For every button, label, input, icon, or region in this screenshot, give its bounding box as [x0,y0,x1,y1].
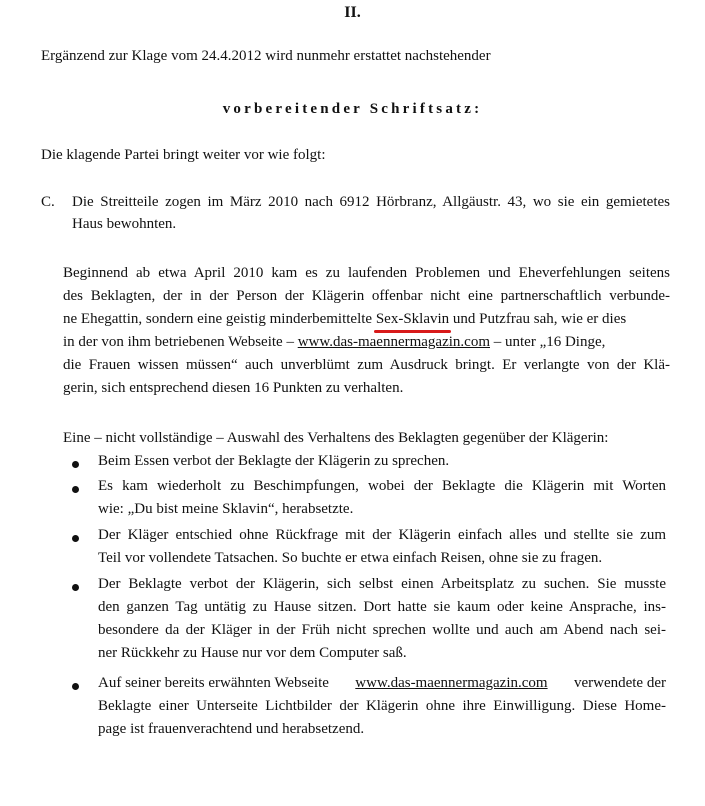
para1-line-5: die Frauen wissen müssen“ auch unverblümt zum Ausdruck bringt. Er verlangte von der Klä- [63,357,670,373]
bullet-4-line-3: besondere da der Kläger in der Früh nicht sprechen wollte und auch am Abend nach sei- [98,622,666,638]
bullet-dot [72,683,79,690]
para1-line-4-after: – unter „16 Dinge, [493,334,606,350]
bullet-5-line-1 [98,674,666,692]
point-c-line-1: Die Streitteile zogen im März 2010 nach 6912 Hörbranz, Allgäustr. 43, wo sie ein gemietetes [72,194,670,210]
doc-type-heading: vorbereitender Schriftsatz: [222,101,483,117]
bullet-dot [72,461,79,468]
para1-line-2: des Beklagten, der in der Person der Klägerin offenbar nicht eine partnerschaftlich verbunde- [63,288,670,304]
bullet-4-line-4: ner Rückkehr zu Hause nur vor dem Computer saß. [98,645,407,661]
highlighted-term: Sex-Sklavin [375,311,450,327]
bullet-3-line-1: Der Kläger entschied ohne Rückfrage mit der Klägerin einfach alles und stellte sie zum [98,527,666,543]
list-intro: Eine – nicht vollständige – Auswahl des Verhaltens des Beklagten gegenüber der Klägerin: [63,430,609,446]
para1-line-4 [63,333,605,351]
point-c-line-2: Haus bewohnten. [72,216,177,232]
bullet-5-line-1-before: Auf seiner bereits erwähnten Webseite [98,675,329,691]
bullet-dot [72,486,79,493]
bullet-4-line-1: Der Beklagte verbot der Klägerin, sich selbst einen Arbeitsplatz zu suchen. Sie musste [98,576,666,592]
para1-line-6: gerin, sich entsprechend diesen 16 Punkten zu verhalten. [63,380,404,396]
bullet-5-line-3: page ist frauenverachtend und herabsetzend. [98,721,365,737]
bullet-5-line-1-after: verwendete der [573,675,666,691]
bullet-2-line-1: Es kam wiederholt zu Beschimpfungen, wobei der Beklagte die Klägerin mit Worten [98,478,666,494]
bullet-dot [72,584,79,591]
para1-line-4-before: in der von ihm betriebenen Webseite – [63,334,294,350]
para1-line-3-before: ne Ehegattin, sondern eine geistig minderbemittelte [63,311,373,327]
para1-line-3 [63,310,626,328]
para1-line-1: Beginnend ab etwa April 2010 kam es zu laufenden Problemen und Eheverfehlungen seitens [63,265,670,281]
bullet-2-line-2: wie: „Du bist meine Sklavin“, herabsetzte. [98,501,354,517]
website-link[interactable]: www.das-maennermagazin.com [297,334,490,350]
section-heading: II. [344,4,361,21]
point-c-label: C. [41,194,55,210]
bullet-1-line-1: Beim Essen verbot der Beklagte der Klägerin zu sprechen. [98,453,450,469]
bullet-4-line-2: den ganzen Tag untätig zu Hause sitzen. Dort hatte sie kaum oder keine Ansprache, ins- [98,599,666,615]
intro-line: Ergänzend zur Klage vom 24.4.2012 wird nunmehr erstattet nachstehender [41,48,491,64]
bullet-5-line-2: Beklagte einer Unterseite Lichtbilder der Klägerin ohne ihre Einwilligung. Diese Home- [98,698,666,714]
para1-line-3-after: und Putzfrau sah, wie er dies [452,311,627,327]
bullet-dot [72,535,79,542]
bullet-3-line-2: Teil vor vollendete Tatsachen. So buchte er etwa einfach Reisen, ohne sie zu fragen. [98,550,603,566]
party-line: Die klagende Partei bringt weiter vor wie folgt: [41,147,326,163]
website-link[interactable]: www.das-maennermagazin.com [355,675,548,691]
